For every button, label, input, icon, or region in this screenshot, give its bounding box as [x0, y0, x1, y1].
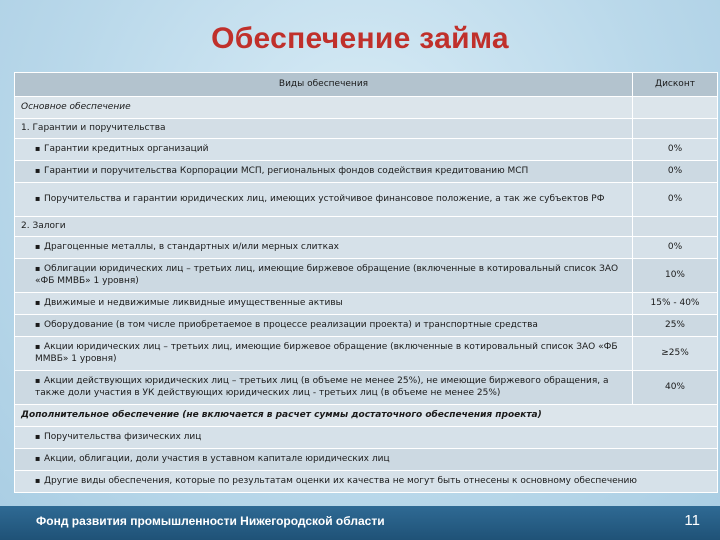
- bullet-icon: ▪: [35, 319, 41, 329]
- collateral-table: [14, 72, 718, 493]
- main-section-label: Основное обеспечение: [15, 97, 633, 119]
- bullet-icon: ▪: [35, 453, 41, 463]
- bullet-icon: ▪: [35, 165, 41, 175]
- row-text: Гарантии и поручительства Корпорации МСП, региональных фондов содействия кредитованию МСП: [44, 165, 529, 176]
- additional-section-row: [15, 405, 718, 427]
- bullet-icon: ▪: [35, 263, 41, 273]
- row-discount: 10%: [633, 259, 718, 293]
- row-text: Поручительства и гарантии юридических лиц, имеющих устойчивое финансовое положение, а так же субъектов РФ: [44, 193, 605, 204]
- bullet-icon: ▪: [35, 241, 41, 251]
- table-row: [15, 371, 718, 405]
- header-collateral-types: Виды обеспечения: [15, 73, 633, 97]
- page-title: Обеспечение займа: [211, 22, 509, 55]
- table-row: [15, 259, 718, 293]
- row-text: Облигации юридических лиц – третьих лиц, имеющие биржевое обращение (включенные в котировальный список ЗАО «ФБ ММВБ» 1 уровня): [35, 263, 619, 286]
- row-text: Акции юридических лиц – третьих лиц, имеющие биржевое обращение (включенные в котировальный список ЗАО «ФБ ММВБ» 1 уровня): [35, 341, 618, 364]
- row-discount: 0%: [633, 161, 718, 183]
- bullet-icon: ▪: [35, 341, 41, 351]
- table-row: [15, 161, 718, 183]
- row-text: Поручительства физических лиц: [44, 431, 202, 442]
- table-header-row: [15, 73, 718, 97]
- row-discount: 0%: [633, 139, 718, 161]
- row-discount: 15% - 40%: [633, 293, 718, 315]
- additional-section-label: Дополнительное обеспечение (не включается в расчет суммы достаточного обеспечения проекта): [15, 405, 718, 427]
- row-text: Гарантии кредитных организаций: [44, 143, 209, 154]
- list-item: [15, 427, 718, 449]
- table-row: [15, 139, 718, 161]
- table-row: [15, 315, 718, 337]
- table-row: [15, 183, 718, 217]
- row-discount: 25%: [633, 315, 718, 337]
- group-row: [15, 119, 718, 139]
- main-section-row: [15, 97, 718, 119]
- bullet-icon: ▪: [35, 193, 41, 203]
- header-discount: Дисконт: [633, 73, 718, 97]
- row-discount: 40%: [633, 371, 718, 405]
- table-row: [15, 337, 718, 371]
- bullet-icon: ▪: [35, 375, 41, 385]
- row-text: Драгоценные металлы, в стандартных и/или мерных слитках: [44, 241, 339, 252]
- row-text: Оборудование (в том числе приобретаемое в процессе реализации проекта) и транспортные средства: [44, 319, 538, 330]
- group-label: 2. Залоги: [15, 217, 633, 237]
- footer-organization: Фонд развития промышленности Нижегородской области: [36, 514, 385, 528]
- row-discount: ≥25%: [633, 337, 718, 371]
- row-text: Акции действующих юридических лиц – третьих лиц (в объеме не менее 25%), не имеющие биржевого обращения, а также доли участия в УК действующих юридических лиц - третьих лиц (в объеме не менее 25%): [35, 375, 609, 398]
- row-text: Движимые и недвижимые ликвидные имущественные активы: [44, 297, 343, 308]
- bullet-icon: ▪: [35, 431, 41, 441]
- list-item: [15, 471, 718, 493]
- bullet-icon: ▪: [35, 475, 41, 485]
- row-discount: 0%: [633, 183, 718, 217]
- table-row: [15, 293, 718, 315]
- bullet-icon: ▪: [35, 297, 41, 307]
- row-text: Другие виды обеспечения, которые по результатам оценки их качества не могут быть отнесены к основному обеспечению: [44, 475, 637, 486]
- row-text: Акции, облигации, доли участия в уставном капитале юридических лиц: [44, 453, 390, 464]
- bullet-icon: ▪: [35, 143, 41, 153]
- group-row: [15, 217, 718, 237]
- list-item: [15, 449, 718, 471]
- page-number: 11: [684, 512, 700, 529]
- row-discount: 0%: [633, 237, 718, 259]
- table-row: [15, 237, 718, 259]
- group-label: 1. Гарантии и поручительства: [15, 119, 633, 139]
- footer-bar: [0, 506, 720, 540]
